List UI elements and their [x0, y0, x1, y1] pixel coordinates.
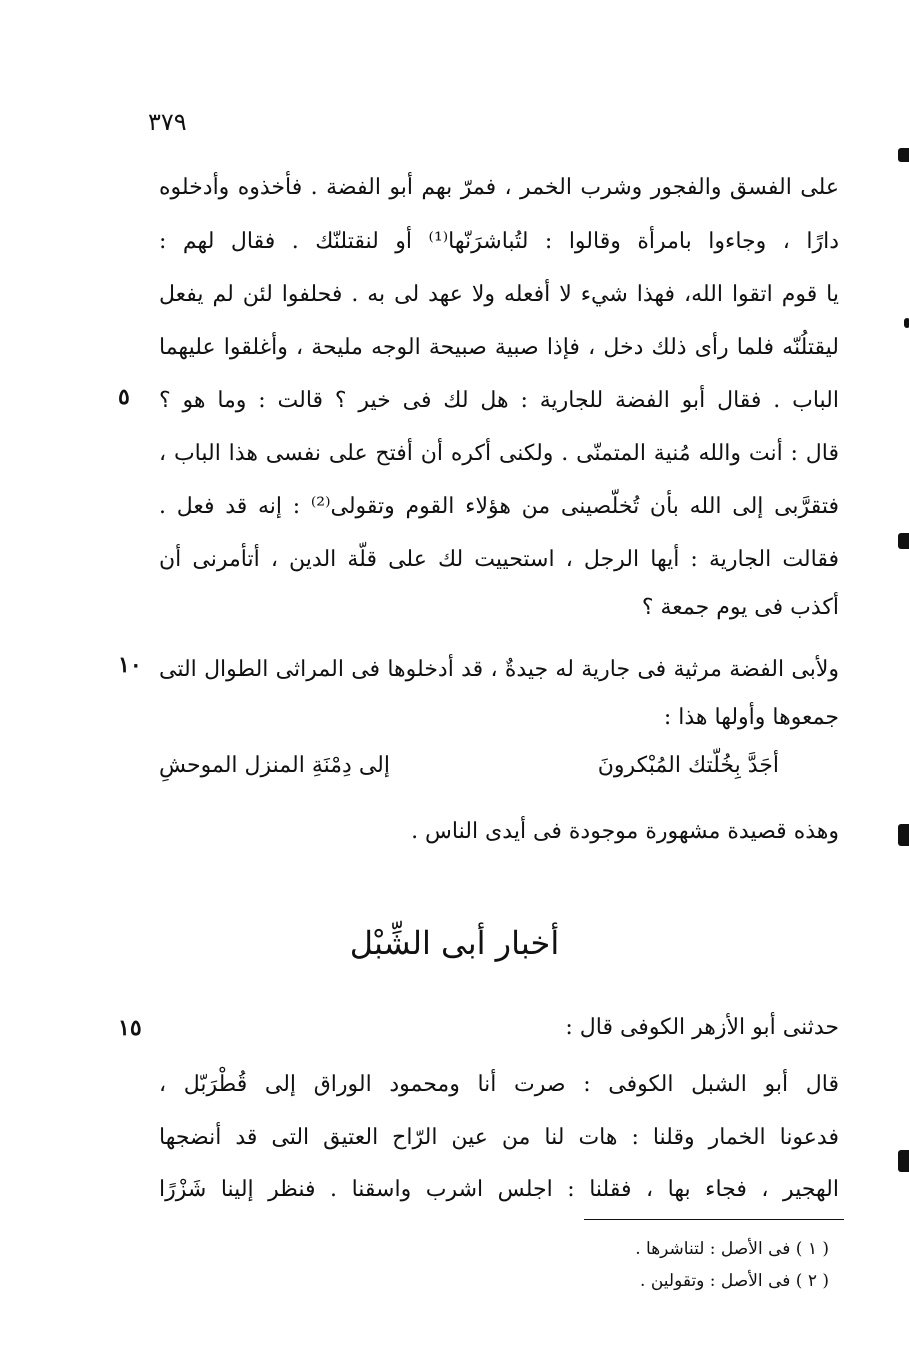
scan-edge-mark: [898, 824, 909, 846]
footnote: ( ١ ) فى الأصل : لتناشرها .: [635, 1239, 829, 1259]
section-heading: أخبار أبى الشِّبْل: [349, 924, 560, 962]
text-line: حدثنى أبو الأزهر الكوفى قال :: [565, 1015, 839, 1040]
verse-first-hemistich: أجَدَّ بِخُلّتك المُبْكرونَ: [597, 753, 779, 778]
text-line: الباب . فقال أبو الفضة للجارية : هل لك فى خير ؟ قالت : وما هو ؟: [159, 388, 839, 413]
footnote: ( ٢ ) فى الأصل : وتقولين .: [640, 1271, 829, 1291]
scan-edge-mark: [898, 533, 909, 549]
text-line: دارًا ، وجاءوا بامرأة وقالوا : لتُباشرَنّها⁽¹⁾ أو لنقتلنّك . فقال لهم :: [159, 229, 839, 254]
text-line: فتقرَّبى إلى الله بأن تُخلّصينى من هؤلاء القوم وتقولى⁽²⁾ : إنه قد فعل .: [159, 494, 839, 519]
scan-edge-mark: [898, 1150, 909, 1172]
text-line: ولأبى الفضة مرثية فى جارية له جيدةٌ ، قد أدخلوها فى المراثى الطوال التى: [159, 657, 839, 682]
footnote-divider: [584, 1219, 844, 1220]
line-number-10: ١٠: [118, 652, 142, 678]
page-number: ٣٧٩: [148, 108, 187, 136]
text-line: فدعونا الخمار وقلنا : هات لنا من عين الرّاح العتيق التى قد أنضجها: [159, 1125, 839, 1150]
text-line: جمعوها وأولها هذا :: [663, 705, 839, 730]
text-line: ليقتلُنّه فلما رأى ذلك دخل ، فإذا صبية صبيحة الوجه مليحة ، وأغلقوا عليهما: [159, 335, 839, 360]
scan-edge-mark: [904, 318, 909, 328]
scan-edge-mark: [898, 148, 909, 162]
line-number-5: ٥: [118, 384, 130, 410]
text-line: أكذب فى يوم جمعة ؟: [641, 595, 839, 620]
text-line: فقالت الجارية : أيها الرجل ، استحييت لك على قلّة الدين ، أتأمرنى أن: [159, 547, 839, 572]
verse: [159, 746, 779, 786]
text-line: قال : أنت والله مُنية المتمنّى . ولكنى أكره أن أفتح على نفسى هذا الباب ،: [159, 441, 839, 466]
text-line: الهجير ، فجاء بها ، فقلنا : اجلس اشرب واسقنا . فنظر إلينا شَزْرًا: [159, 1177, 839, 1202]
text-line: قال أبو الشبل الكوفى : صرت أنا ومحمود الوراق إلى قُطْرَبّل ،: [159, 1072, 839, 1097]
text-line: على الفسق والفجور وشرب الخمر ، فمرّ بهم أبو الفضة . فأخذوه وأدخلوه: [159, 175, 839, 200]
text-line: يا قوم اتقوا الله، فهذا شيء لا أفعله ولا عهد لى به . فحلفوا لئن لم يفعل: [159, 282, 839, 307]
line-number-15: ١٥: [118, 1015, 142, 1041]
text-line: وهذه قصيدة مشهورة موجودة فى أيدى الناس .: [411, 819, 839, 844]
verse-second-hemistich: إلى دِمْنَةِ المنزل الموحشِ: [159, 753, 390, 778]
